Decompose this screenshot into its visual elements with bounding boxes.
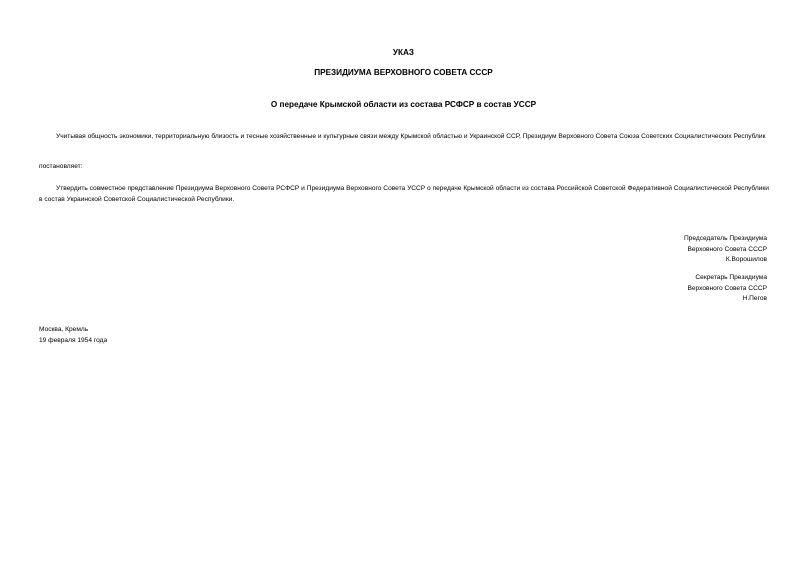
secretary-title-line2: Верховного Совета СССР	[687, 284, 767, 292]
chairman-title-line2: Верховного Совета СССР	[687, 245, 767, 253]
place: Москва, Кремль	[39, 326, 89, 333]
place-and-date	[39, 325, 107, 346]
decision-paragraph: Утвердить совместное представление Президиума Верховного Совета РСФСР и Президиума Верховного Совета УССР о передаче Крымской области из состава Российской Советской Федеративной Социалистической Республики в состав Украинской Советской Социалистической Республики.	[39, 185, 769, 203]
secretary-signature	[687, 273, 767, 305]
secretary-title-line1: Секретарь Президиума	[695, 274, 767, 281]
chairman-signature	[684, 234, 767, 266]
document-issuer: ПРЕЗИДИУМА ВЕРХОВНОГО СОВЕТА СССР	[314, 68, 493, 77]
date: 19 февраля 1954 года	[39, 336, 108, 344]
secretary-name: Н.Пегов	[742, 295, 767, 302]
chairman-title-line1: Председатель Президиума	[683, 235, 767, 242]
preamble-paragraph: Учитывая общность экономики, территориальную близость и тесные хозяйственные и культурные связи между Крымской областью и Украинской ССР, Президиум Верховного Совета Союза Советских Социалистических Республик	[56, 133, 766, 140]
chairman-name: К.Ворошилов	[725, 256, 767, 263]
document-subject: О передаче Крымской области из состава РСФСР в состав УССР	[270, 100, 537, 109]
document-title: УКАЗ	[392, 48, 415, 57]
resolves-paragraph: постановляет:	[39, 163, 83, 170]
